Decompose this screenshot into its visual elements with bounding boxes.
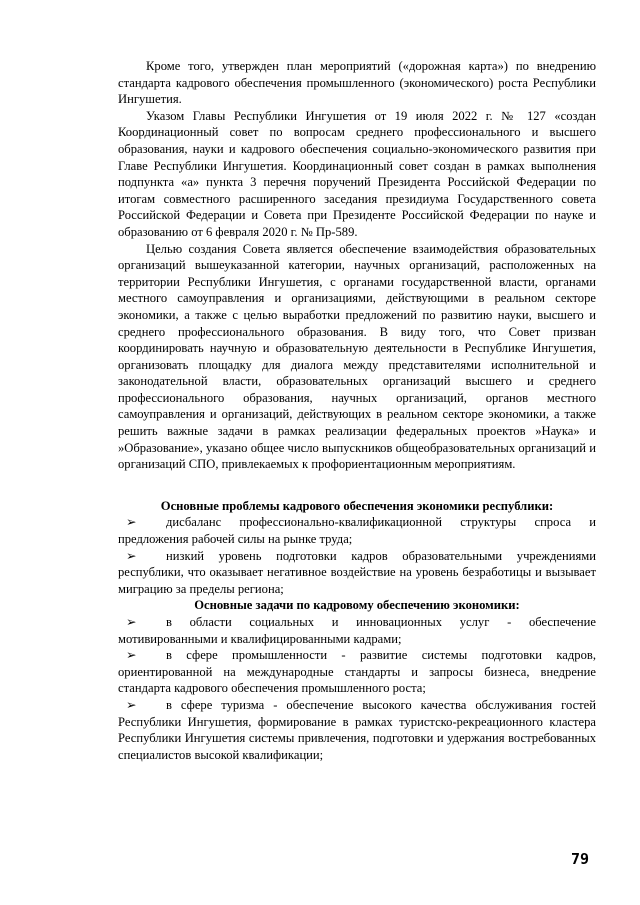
list-item: [118, 514, 596, 547]
list-item-text: в области социальных и инновационных услуг - обеспечение мотивированными и квалифицированными кадрами;: [118, 615, 596, 646]
list-item: [118, 548, 596, 598]
bullet-arrow-icon: ➢: [126, 615, 137, 629]
list-item-text: в сфере промышленности - развитие системы подготовки кадров, ориентированной на международные стандарты и запросы бизнеса, внедрение стандарта кадрового обеспечения промышленного роста;: [118, 648, 596, 696]
list-item: [118, 614, 596, 647]
list-item-text: низкий уровень подготовки кадров образовательными учреждениями республики, что оказывает негативное воздействие на уровень безработицы и вызывает миграцию за пределы региона;: [118, 548, 596, 596]
bullet-arrow-icon: ➢: [126, 697, 137, 712]
bullet-arrow-icon: ➢: [126, 515, 137, 530]
list-item-text: в сфере туризма - обеспечение высокого качества обслуживания гостей Республики Ингушетия, формирование в рамках туристско-рекреационного кластера Республики Ингушетия системы привлечения, подготовки и удержания востребованных специалистов высокой квалификации;: [118, 697, 596, 762]
problems-heading: Основные проблемы кадрового обеспечения экономики республики:: [160, 498, 554, 513]
list-item: [118, 647, 596, 697]
page-content: [118, 58, 596, 763]
list-item-text: дисбаланс профессионально-квалификационной структуры спроса и предложения рабочей силы на рынке труда;: [118, 515, 596, 547]
bullet-arrow-icon: ➢: [126, 548, 137, 563]
paragraph-decree: Указом Главы Республики Ингушетия от 19 июля 2022 г. № 127 «создан Координационный совет по вопросам среднего профессионального и высшего образования, науки и кадрового обеспечения социально-экономического развития при Главе Республики Ингушетия. Координационный совет создан в рамках выполнения подпункта «а» пункта 3 перечня поручений Президента Российской Федерации по итогам совместного расширенного заседания президиума Государственного совета Российской Федерации и Совета при Президенте Российской Федерации по науке и образованию от 6 февраля 2020 г. № Пр-589.: [118, 108, 596, 239]
paragraph-roadmap: Кроме того, утвержден план мероприятий («дорожная карта») по внедрению стандарта кадрового обеспечения промышленного (экономического) роста Республики Ингушетия.: [118, 59, 596, 107]
tasks-heading: Основные задачи по кадровому обеспечению экономики:: [194, 598, 520, 613]
bullet-arrow-icon: ➢: [126, 648, 137, 663]
paragraph-council-goal: Целью создания Совета является обеспечение взаимодействия образовательных организаций вышеуказанной категории, научных организаций, расположенных на территории Республики Ингушетия, с органами государственной власти, органами местного самоуправления и организациями, действующими в реальном секторе экономики, а также с целью выработки предложений по развитию науки, высшего и среднего профессионального образования. В виду того, что Совет призван координировать научную и образовательную деятельности в Республике Ингушетия, организовать площадку для диалога между представителями исполнительной и законодательной власти, образовательных организаций высшего и среднего профессионального образования, научных организаций, органов местного самоуправления и организаций, действующих в реальном секторе экономики, а также решить важные задачи в рамках реализации федеральных проектов »Наука» и »Образование», указано общее число выпускников общеобразовательных организаций и организаций СПО, привлекаемых к профориентационным мероприятиям.: [118, 241, 596, 472]
list-item: [118, 697, 596, 763]
page-number: 79: [571, 850, 590, 868]
